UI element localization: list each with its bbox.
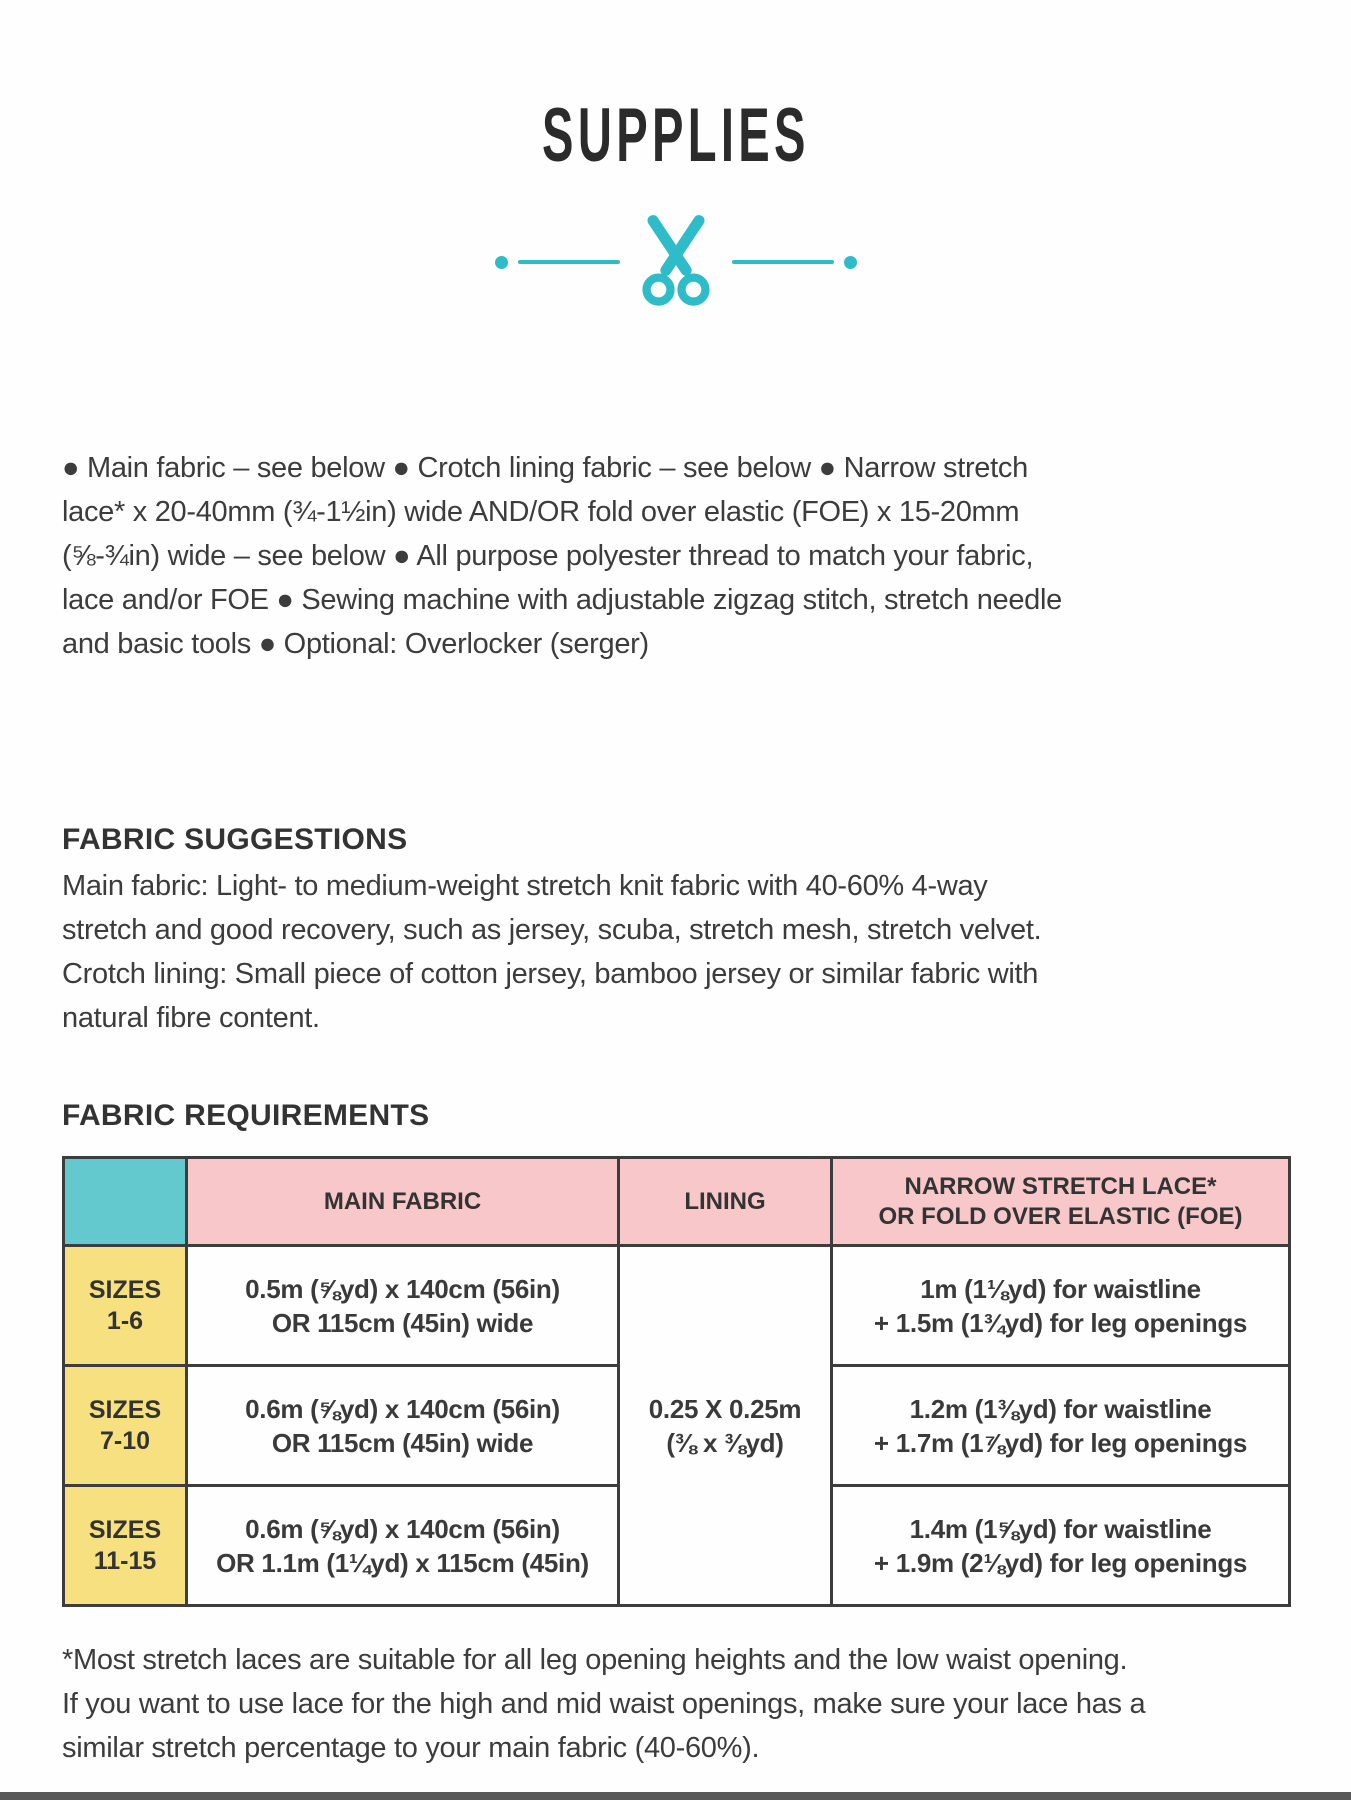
cell-line: 0.5m (⅝yd) x 140cm (56in) (245, 1273, 560, 1304)
cell-line: 1m (1⅛yd) for waistline (920, 1273, 1201, 1304)
scissors-divider (0, 212, 1351, 312)
fabric-suggestions-text (62, 864, 1041, 1040)
text-line: *Most stretch laces are suitable for all leg opening heights and the low waist opening. (62, 1644, 1128, 1676)
cell-line: + 1.7m (1⅞yd) for leg openings (873, 1427, 1248, 1458)
col-header-lining: LINING (619, 1158, 832, 1246)
divider-line-right (732, 260, 834, 264)
text-line: Main fabric: Light- to medium-weight stretch knit fabric with 40-60% 4-way (62, 870, 988, 902)
text-line: stretch and good recovery, such as jersey, scuba, stretch mesh, stretch velvet. (62, 914, 1042, 946)
fabric-suggestions-heading: FABRIC SUGGESTIONS (62, 823, 408, 856)
lace-footnote (62, 1638, 1145, 1770)
cell-line: SIZES (88, 1275, 162, 1304)
supplies-list (62, 446, 1062, 666)
cell-line: SIZES (88, 1395, 162, 1424)
cell-lining-all-sizes (619, 1246, 832, 1606)
cell-lace-1-6 (832, 1246, 1290, 1366)
cell-line: OR 115cm (45in) wide (271, 1307, 534, 1338)
text-line: lace* x 20-40mm (¾-1½in) wide AND/OR fold over elastic (FOE) x 15-20mm (62, 496, 1020, 528)
text-line: natural fibre content. (62, 1002, 320, 1034)
cell-line: + 1.9m (2⅛yd) for leg openings (873, 1547, 1248, 1578)
text-line: and basic tools ● Optional: Overlocker (serger) (62, 628, 649, 660)
cell-main-fabric-1-6 (187, 1246, 619, 1366)
cell-line: 0.6m (⅝yd) x 140cm (56in) (245, 1393, 560, 1424)
row-header-sizes-11-15 (64, 1486, 187, 1606)
fabric-requirements-table (62, 1156, 1291, 1607)
cell-line: (⅜ x ⅜yd) (666, 1427, 784, 1458)
cell-main-fabric-11-15 (187, 1486, 619, 1606)
text-line: ● Main fabric – see below ● Crotch lining fabric – see below ● Narrow stretch (62, 452, 1028, 484)
page-bottom-edge (0, 1792, 1351, 1800)
text-line: (⅝-¾in) wide – see below ● All purpose polyester thread to match your fabric, (62, 540, 1034, 572)
row-header-sizes-7-10 (64, 1366, 187, 1486)
table-corner-cell (64, 1158, 187, 1246)
cell-line: + 1.5m (1¾yd) for leg openings (873, 1307, 1248, 1338)
cell-line: 1-6 (106, 1306, 144, 1335)
cell-line: NARROW STRETCH LACE* (904, 1172, 1217, 1200)
table-row-sizes-1-6 (64, 1246, 1290, 1366)
page-title: SUPPLIES (541, 93, 810, 178)
scissors-icon (630, 214, 722, 310)
cell-line: 0.6m (⅝yd) x 140cm (56in) (245, 1513, 560, 1544)
cell-lace-7-10 (832, 1366, 1290, 1486)
cell-line: OR 1.1m (1¼yd) x 115cm (45in) (216, 1547, 589, 1578)
table-header-row (64, 1158, 1290, 1246)
cell-line: OR FOLD OVER ELASTIC (FOE) (878, 1202, 1243, 1230)
cell-lace-11-15 (832, 1486, 1290, 1606)
col-header-lace (832, 1158, 1290, 1246)
divider-dot-left (495, 256, 508, 269)
divider-line-left (518, 260, 620, 264)
cell-line: OR 115cm (45in) wide (271, 1427, 534, 1458)
col-header-main-fabric: MAIN FABRIC (187, 1158, 619, 1246)
cell-line: 0.25 X 0.25m (648, 1393, 802, 1424)
row-header-sizes-1-6 (64, 1246, 187, 1366)
cell-line: SIZES (88, 1515, 162, 1544)
text-line: If you want to use lace for the high and mid waist openings, make sure your lace has a (62, 1688, 1146, 1720)
divider-dot-right (844, 256, 857, 269)
cell-line: 1.4m (1⅝yd) for waistline (909, 1513, 1212, 1544)
text-line: similar stretch percentage to your main fabric (40-60%). (62, 1732, 760, 1764)
fabric-requirements-heading: FABRIC REQUIREMENTS (62, 1099, 430, 1132)
cell-line: 11-15 (93, 1546, 157, 1575)
text-line: lace and/or FOE ● Sewing machine with adjustable zigzag stitch, stretch needle (62, 584, 1062, 616)
cell-line: 7-10 (99, 1426, 151, 1455)
cell-main-fabric-7-10 (187, 1366, 619, 1486)
text-line: Crotch lining: Small piece of cotton jersey, bamboo jersey or similar fabric with (62, 958, 1039, 990)
page-title-wrap (0, 93, 1351, 178)
cell-line: 1.2m (1⅜yd) for waistline (909, 1393, 1212, 1424)
